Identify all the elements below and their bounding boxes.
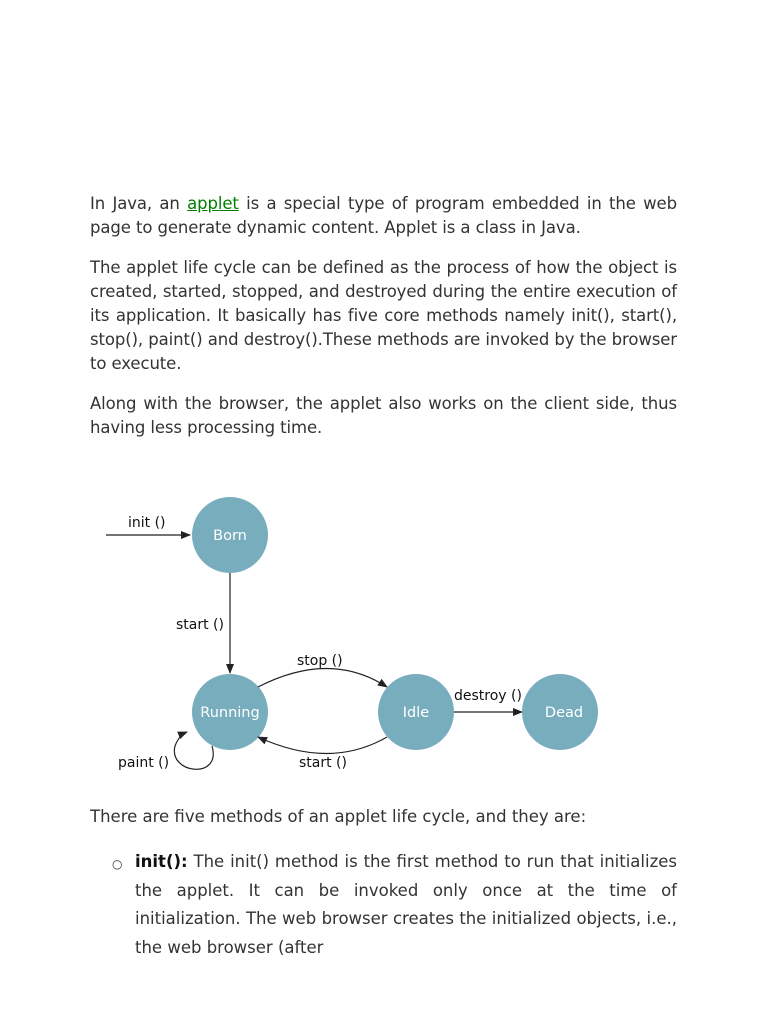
- intro-paragraph-1: [90, 192, 677, 240]
- applet-lifecycle-diagram: [0, 480, 768, 780]
- start-label-born: start (): [176, 617, 224, 633]
- init-label: init (): [128, 515, 166, 531]
- running-state-label: Running: [200, 705, 260, 721]
- intro-section: [90, 192, 677, 456]
- idle-state-label: Idle: [402, 705, 430, 721]
- intro-paragraph-3: Along with the browser, the applet also works on the client side, thus having less processing time.: [90, 394, 677, 437]
- applet-link[interactable]: applet: [187, 194, 239, 213]
- intro-p1-end: is a special type of program embedded in the web page to generate dynamic content. Applet is a class in Java.: [90, 194, 677, 237]
- destroy-label: destroy (): [454, 688, 522, 704]
- methods-list: [90, 848, 677, 962]
- start-arrow-idle-to-running: [258, 737, 387, 754]
- methods-intro: There are five methods of an applet life cycle, and they are:: [90, 807, 587, 826]
- paint-label: paint (): [118, 755, 170, 771]
- start-label-idle: start (): [299, 755, 347, 771]
- intro-p1-start: In Java, an: [90, 194, 188, 213]
- bullet-circle-icon: ○: [112, 857, 123, 871]
- method-term: init():: [135, 852, 188, 871]
- method-description: The init() method is the first method to run that initializes the applet. It can be invoked only once at the time of initialization. The web browser creates the initialized objects, i.e., the web browser (after: [135, 852, 677, 957]
- dead-state-label: Dead: [544, 705, 584, 721]
- born-state-label: Born: [213, 528, 247, 544]
- intro-paragraph-2: The applet life cycle can be defined as the process of how the object is created, started, stopped, and destroyed during the entire execution of its application. It basically has five core methods namely init(), start(), stop(), paint() and destroy().These methods are invoked by the browser to execute.: [90, 258, 677, 373]
- stop-arrow-running-to-idle: [258, 669, 387, 688]
- stop-label: stop (): [297, 653, 343, 669]
- list-item: [90, 848, 677, 962]
